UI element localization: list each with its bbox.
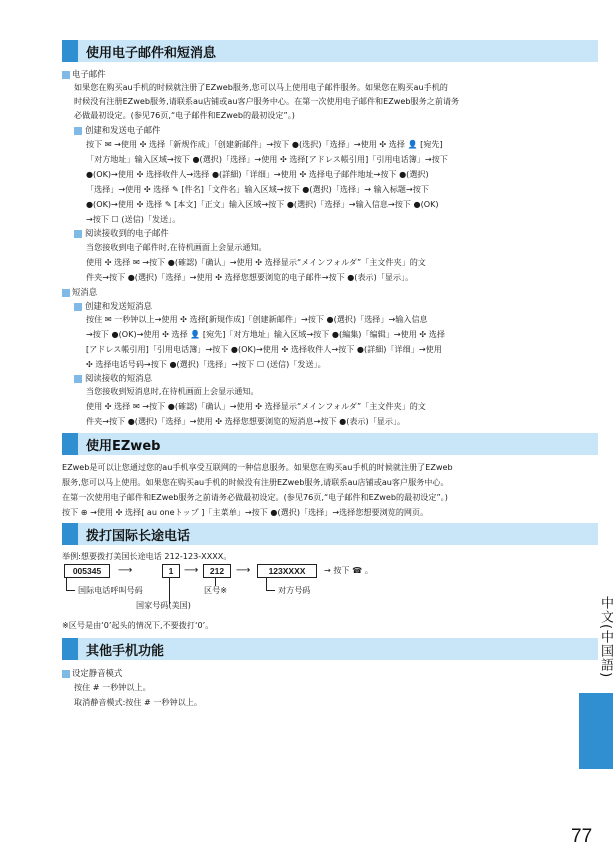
silent-off-step: 取消静音模式:按住 # 一秒钟以上。 [74, 697, 202, 707]
section-header-ezweb [62, 433, 598, 455]
section-title: 使用电子邮件和短消息 [86, 46, 217, 61]
sms-create-label: 创建和发送短消息 [85, 301, 152, 311]
section-title: 使用EZweb [86, 439, 161, 454]
bullet-square [62, 71, 70, 79]
silent-on-step: 按住 # 一秒钟以上。 [74, 682, 151, 692]
bullet-square [74, 303, 82, 311]
ezweb-line-3: 在第一次使用电子邮件和EZweb服务之前请务必做最初设定。(参见76页,“电子邮件和EZweb的最初设定”。) [62, 492, 448, 502]
read-step-1: 当您接收到电子邮件时,在待机画面上会显示通知。 [86, 242, 267, 252]
label-intl-code: 国际电话呼叫号码 [78, 585, 143, 595]
silent-label: 设定静音模式 [72, 668, 123, 678]
email-desc-1: 如果您在购买au手机的时候就注册了EZweb服务,您可以马上使用电子邮件服务。如果您在购买au手机的 [74, 82, 448, 92]
label-country-code: 国家号码(美国) [136, 600, 191, 610]
language-tab-label: 中文(中国語) [598, 596, 613, 679]
ezweb-line-1: EZweb是可以让您通过您的au手机享受互联网的一种信息服务。如果您在购买au手机的时候就注册了EZweb [62, 462, 453, 472]
sms-read-label: 阅读接收的短消息 [85, 373, 152, 383]
email-desc-2: 时候没有注册EZweb服务,请联系au店铺或au客户服务中心。在第一次使用电子邮件和EZweb服务之前请务 [74, 96, 460, 106]
country-code-box: 1 [162, 564, 180, 578]
sms-read-step-2: 使用 ✣ 选择 ✉ →按下 ●(確認)「确认」→使用 ✣ 选择显示“メインフォルダ”「主文件夹」的文 [86, 401, 426, 411]
bullet-square [74, 127, 82, 135]
read-step-3: 件夹→按下 ●(選択)「选择」→使用 ✣ 选择您想要浏览的电子邮件→按下 ●(表示)「显示」。 [86, 272, 414, 282]
bracket-line [66, 590, 75, 591]
bullet-square [62, 289, 70, 297]
email-label: 电子邮件 [72, 69, 106, 79]
sms-create-step-2: →按下 ●(OK)→使用 ✣ 选择 👤 [宛先]「对方地址」输入区域→按下 ●(編集)「编辑」→使用 ✣ 选择 [86, 329, 445, 339]
sms-create-step-3: [アドレス帳引用]「引用电话簿」→按下 ●(OK)→使用 ✣ 选择收件人→按下 ●(詳細)「详细」→使用 [86, 344, 442, 354]
header-accent [62, 40, 78, 62]
email-desc-3: 必做最初设定。(参见76页,“电子邮件和EZweb的最初设定”。) [74, 110, 295, 120]
page-number: 77 [571, 826, 593, 847]
header-accent [62, 433, 78, 455]
label-party-number: 对方号码 [278, 585, 311, 595]
bracket-line [266, 578, 267, 590]
read-step-2: 使用 ✣ 选择 ✉ →按下 ●(確認)「确认」→使用 ✣ 选择显示“メインフォルダ”「主文件夹」的文 [86, 257, 426, 267]
create-step-5: ●(OK)→使用 ✣ 选择 ✎ [本文]「正文」输入区域→按下 ●(選択)「选择」→输入信息→按下 ●(OK) [86, 199, 439, 209]
ezweb-line-4: 按下 ⊕ →使用 ✣ 选择[ au oneトップ ]「主菜单」→按下 ●(選択)「选择」→选择您想要浏览的网页。 [62, 507, 429, 517]
arrow: ⟶ [236, 565, 251, 576]
intl-code-box: 005345 [64, 564, 110, 578]
section-title: 其他手机功能 [86, 644, 165, 659]
sms-create-step-1: 按住 ✉ 一秒钟以上→使用 ✣ 选择[新規作成]「创建新邮件」→按下 ●(選択)「选择」→输入信息 [86, 314, 428, 324]
ezweb-line-2: 服务,您可以马上使用。如果您在购买au手机的时候没有注册EZweb服务,请联系au店铺或au客户服务中心。 [62, 477, 449, 487]
arrow: ⟶ [118, 565, 133, 576]
section-header-other [62, 638, 598, 660]
intl-note: ※区号是由‘0’起头的情况下,不要拨打‘0’。 [62, 620, 214, 630]
intl-example: 举例:想要拨打美国长途电话 212-123-XXXX。 [62, 551, 232, 561]
area-code-box: 212 [203, 564, 231, 578]
sms-read-step-3: 件夹→按下 ●(選択)「选择」→使用 ✣ 选择您想要浏览的短消息→按下 ●(表示)「显示」。 [86, 416, 406, 426]
press-call-text: → 按下 ☎ 。 [324, 565, 373, 575]
section-title: 拨打国际长途电话 [86, 529, 191, 544]
section-header-email [62, 40, 598, 62]
bullet-square [62, 670, 70, 678]
bracket-line [266, 590, 275, 591]
read-email-label: 阅读接收到的电子邮件 [85, 228, 169, 238]
arrow: ⟶ [184, 565, 199, 576]
header-accent [62, 523, 78, 545]
sms-read-step-1: 当您接收到短消息时,在待机画面上会显示通知。 [86, 386, 259, 396]
bracket-line [66, 578, 67, 590]
section-header-intl [62, 523, 598, 545]
header-accent [62, 638, 78, 660]
sms-create-step-4: ✣ 选择电话号码→按下 ●(選択)「选择」→按下 ☐ (送信)「发送」。 [86, 359, 326, 369]
bullet-square [74, 230, 82, 238]
bullet-square [74, 375, 82, 383]
label-area-code: 区号※ [204, 585, 227, 595]
language-tab-marker [579, 693, 613, 769]
create-step-4: 「选择」→使用 ✣ 选择 ✎ [件名]「文件名」输入区域→按下 ●(選択)「选择」→ 输入标题→按下 [86, 184, 429, 194]
create-step-1: 按下 ✉ →使用 ✣ 选择「新规作成」「创建新邮件」→按下 ●(选択)「选择」→使用 ✣ 选择 👤 [宛先] [86, 139, 443, 149]
sms-label: 短消息 [72, 287, 98, 297]
create-step-2: 「对方地址」输入区域→按下 ●(選択)「选择」→使用 ✣ 选择[アドレス帳引用]「引用电话簿」→按下 [86, 154, 448, 164]
party-number-box: 123XXXX [257, 564, 317, 578]
create-step-3: ●(OK)→使用 ✣ 选择收件人→选择 ●(詳細)「详细」→使用 ✣ 选择电子邮件地址→按下 ●(選択) [86, 169, 429, 179]
create-step-6: →按下 ☐ (送信)「发送」。 [86, 214, 181, 224]
create-email-label: 创建和发送电子邮件 [85, 125, 161, 135]
